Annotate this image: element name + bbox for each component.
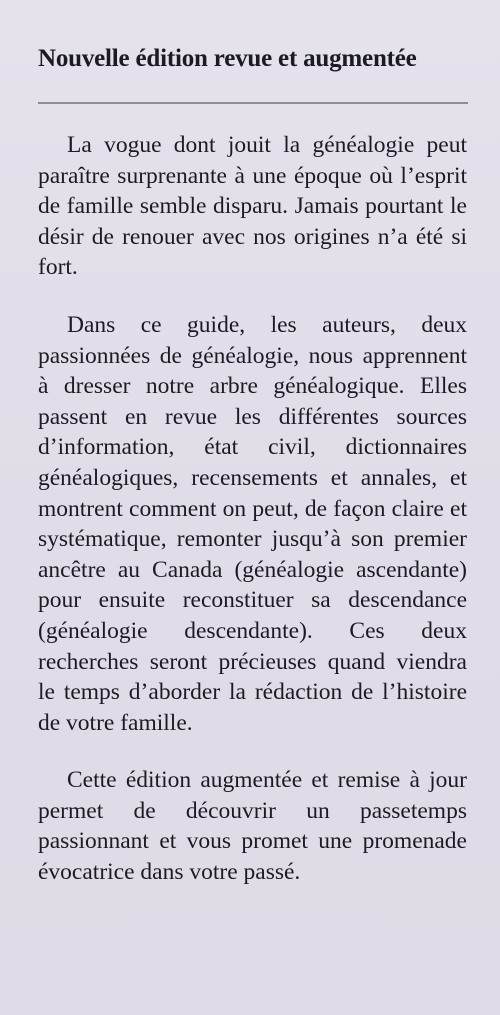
edition-heading: Nouvelle édition revue et augmentée xyxy=(38,45,417,72)
paragraph-edition-note: Cette édition augmentée et remise à jour permet de découvrir un passetemps passionnant et vous promet une promenade évocatrice dans votre passé. xyxy=(38,767,467,886)
blurb-text xyxy=(38,130,467,888)
heading-divider xyxy=(38,102,468,104)
paragraph-intro: La vogue dont jouit la généalogie peut paraître surprenante à une époque où l’esprit de famille semble disparu. Jamais pourtant le désir de renouer avec nos origines n’a été si fort. xyxy=(38,132,467,281)
paragraph-guide-description: Dans ce guide, les auteurs, deux passionnées de généalogie, nous apprennent à dresser notre arbre généalogique. Elles passent en revue les différentes sources d’information, état civil, dictionnaires généalogiques, recensements et annales, et montrent comment on peut, de façon claire et systématique, remonter jusqu’à son premier ancêtre au Canada (généalogie ascendante) pour ensuite reconstituer sa descendance (généalogie descendante). Ces deux recherches seront précieuses quand viendra le temps d’aborder la rédaction de l’histoire de votre famille. xyxy=(38,311,467,736)
